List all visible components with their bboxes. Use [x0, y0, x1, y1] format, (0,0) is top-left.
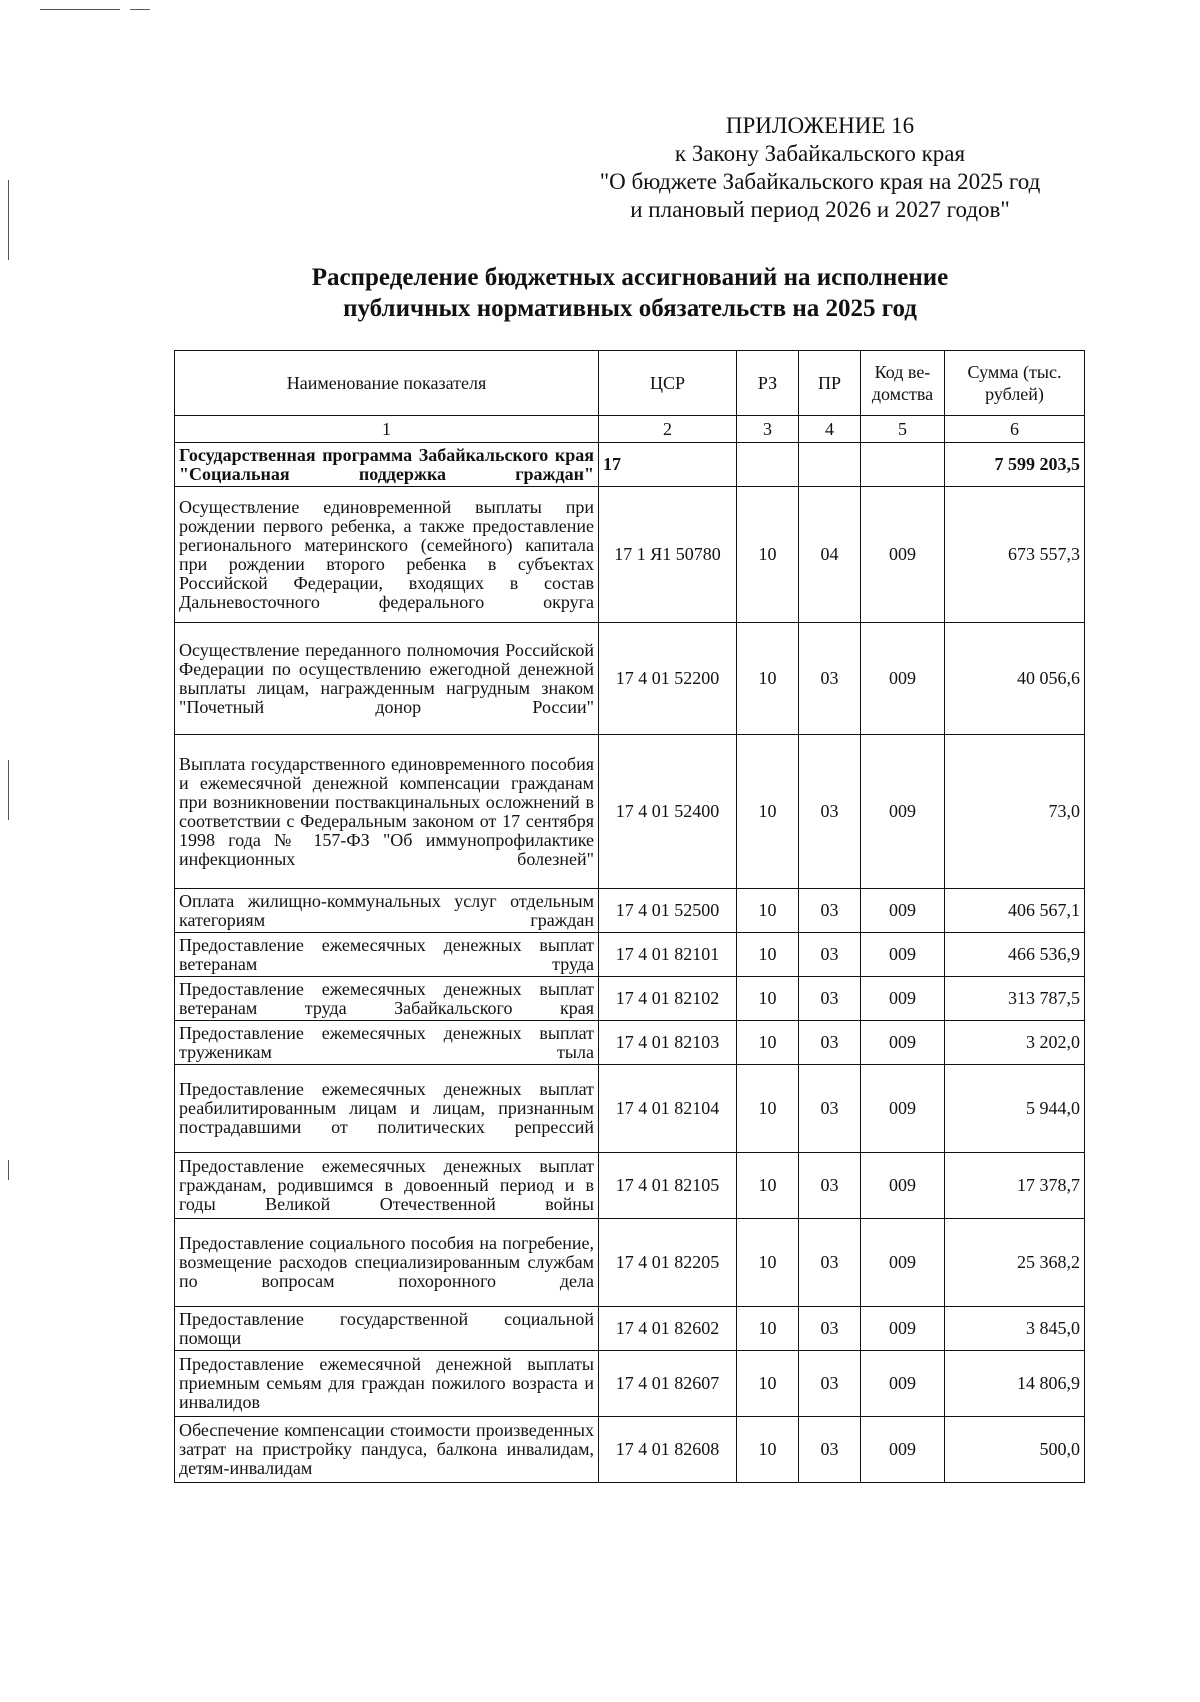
row-pr-cell: 03	[799, 1219, 861, 1307]
document-title	[180, 262, 1080, 324]
index-row	[175, 416, 1085, 443]
table-row	[175, 1021, 1085, 1065]
row-rz-cell: 10	[737, 889, 799, 933]
row-pr-cell: 03	[799, 1153, 861, 1219]
row-rz-cell: 10	[737, 1307, 799, 1351]
row-csr-cell: 17 4 01 82205	[599, 1219, 737, 1307]
row-dept-cell: 009	[861, 623, 945, 735]
table-row	[175, 443, 1085, 487]
row-name-cell: Оплата жилищно-коммунальных услуг отдельным категориям граждан	[175, 889, 599, 933]
row-csr-cell: 17 4 01 52500	[599, 889, 737, 933]
index-cell: 3	[737, 416, 799, 443]
row-name-cell: Осуществление переданного полномочия Российской Федерации по осуществлению ежегодной денежной выплаты лицам, награжденным нагрудным знаком "Почетный донор России"	[175, 623, 599, 735]
row-rz-cell: 10	[737, 1021, 799, 1065]
row-pr-cell: 03	[799, 889, 861, 933]
header-dept: Код ве-домства	[861, 351, 945, 416]
row-name-cell: Обеспечение компенсации стоимости произведенных затрат на пристройку пандуса, балкона инвалидам, детям-инвалидам	[175, 1417, 599, 1483]
row-csr-cell: 17 4 01 82608	[599, 1417, 737, 1483]
row-rz-cell: 10	[737, 977, 799, 1021]
row-sum-cell: 673 557,3	[945, 487, 1085, 623]
row-csr-cell: 17 4 01 82105	[599, 1153, 737, 1219]
row-dept-cell: 009	[861, 487, 945, 623]
row-sum-cell: 14 806,9	[945, 1351, 1085, 1417]
row-sum-cell: 406 567,1	[945, 889, 1085, 933]
annex-header	[560, 112, 1080, 224]
header-name: Наименование показателя	[175, 351, 599, 416]
row-dept-cell: 009	[861, 1417, 945, 1483]
index-cell: 6	[945, 416, 1085, 443]
row-csr-cell: 17 4 01 82102	[599, 977, 737, 1021]
row-pr-cell: 03	[799, 977, 861, 1021]
row-sum-cell: 25 368,2	[945, 1219, 1085, 1307]
row-rz-cell	[737, 443, 799, 487]
index-cell: 1	[175, 416, 599, 443]
row-sum-cell: 466 536,9	[945, 933, 1085, 977]
row-pr-cell: 03	[799, 1065, 861, 1153]
scan-mark-top-2	[130, 9, 150, 10]
table-row	[175, 1219, 1085, 1307]
row-sum-cell: 500,0	[945, 1417, 1085, 1483]
scan-mark-left-2	[8, 760, 9, 820]
header-csr: ЦСР	[599, 351, 737, 416]
scan-mark-top	[40, 9, 120, 10]
table-row	[175, 1351, 1085, 1417]
annex-law-ref: к Закону Забайкальского края	[674, 141, 966, 166]
row-rz-cell: 10	[737, 1417, 799, 1483]
row-name-cell: Выплата государственного единовременного пособия и ежемесячной денежной компенсации гражданам при возникновении поствакцинальных осложнений в соответствии с Федеральным законом от 17 сентября 1998 года № 157-ФЗ "Об иммунопрофилактике инфекционных болезней"	[175, 735, 599, 889]
annex-law-title-1: "О бюджете Забайкальского края на 2025 год	[599, 169, 1041, 194]
row-dept-cell: 009	[861, 1351, 945, 1417]
row-dept-cell	[861, 443, 945, 487]
table-row	[175, 735, 1085, 889]
row-name-cell: Осуществление единовременной выплаты при рождении первого ребенка, а также предоставление регионального материнского (семейного) капитала при рождении второго ребенка в субъектах Российской Федерации, входящих в состав Дальневосточного федерального округа	[175, 487, 599, 623]
row-dept-cell: 009	[861, 933, 945, 977]
row-csr-cell: 17 4 01 82607	[599, 1351, 737, 1417]
annex-number: ПРИЛОЖЕНИЕ 16	[725, 113, 915, 138]
header-row	[175, 351, 1085, 416]
row-csr-cell: 17 4 01 82103	[599, 1021, 737, 1065]
row-rz-cell: 10	[737, 1153, 799, 1219]
row-rz-cell: 10	[737, 933, 799, 977]
row-pr-cell: 03	[799, 735, 861, 889]
row-name-cell: Предоставление ежемесячных денежных выплат гражданам, родившимся в довоенный период и в годы Великой Отечественной войны	[175, 1153, 599, 1219]
row-pr-cell: 03	[799, 1307, 861, 1351]
row-dept-cell: 009	[861, 1307, 945, 1351]
index-cell: 5	[861, 416, 945, 443]
row-name-cell: Предоставление социального пособия на погребение, возмещение расходов специализированным службам по вопросам похоронного дела	[175, 1219, 599, 1307]
row-sum-cell: 73,0	[945, 735, 1085, 889]
table-row	[175, 1065, 1085, 1153]
row-sum-cell: 3 202,0	[945, 1021, 1085, 1065]
row-name-cell: Предоставление ежемесячных денежных выплат ветеранам труда	[175, 933, 599, 977]
row-name-cell: Предоставление ежемесячной денежной выплаты приемным семьям для граждан пожилого возраста и инвалидов	[175, 1351, 599, 1417]
row-dept-cell: 009	[861, 1021, 945, 1065]
title-line-1: Распределение бюджетных ассигнований на исполнение	[311, 264, 949, 291]
row-sum-cell: 7 599 203,5	[945, 443, 1085, 487]
index-cell: 4	[799, 416, 861, 443]
row-csr-cell: 17 4 01 82602	[599, 1307, 737, 1351]
row-name-cell: Государственная программа Забайкальского края "Социальная поддержка граждан"	[175, 443, 599, 487]
row-rz-cell: 10	[737, 1351, 799, 1417]
header-rz: РЗ	[737, 351, 799, 416]
row-pr-cell: 04	[799, 487, 861, 623]
row-sum-cell: 3 845,0	[945, 1307, 1085, 1351]
scan-mark-left	[8, 180, 9, 260]
table-row	[175, 1153, 1085, 1219]
row-dept-cell: 009	[861, 889, 945, 933]
row-pr-cell: 03	[799, 1021, 861, 1065]
row-name-cell: Предоставление ежемесячных денежных выплат реабилитированным лицам и лицам, признанным пострадавшими от политических репрессий	[175, 1065, 599, 1153]
table-body	[175, 443, 1085, 1483]
table-row	[175, 623, 1085, 735]
row-sum-cell: 5 944,0	[945, 1065, 1085, 1153]
row-dept-cell: 009	[861, 735, 945, 889]
row-csr-cell: 17	[599, 443, 737, 487]
row-name-cell: Предоставление ежемесячных денежных выплат ветеранам труда Забайкальского края	[175, 977, 599, 1021]
row-pr-cell: 03	[799, 1351, 861, 1417]
budget-table	[174, 350, 1085, 1483]
row-rz-cell: 10	[737, 735, 799, 889]
table-row	[175, 1417, 1085, 1483]
row-rz-cell: 10	[737, 623, 799, 735]
row-csr-cell: 17 4 01 52200	[599, 623, 737, 735]
row-pr-cell: 03	[799, 1417, 861, 1483]
table-row	[175, 1307, 1085, 1351]
row-rz-cell: 10	[737, 1065, 799, 1153]
annex-law-title-2: и плановый период 2026 и 2027 годов"	[630, 197, 1010, 222]
scan-mark-left-3	[8, 1160, 9, 1180]
row-sum-cell: 17 378,7	[945, 1153, 1085, 1219]
row-csr-cell: 17 4 01 82104	[599, 1065, 737, 1153]
row-pr-cell	[799, 443, 861, 487]
row-dept-cell: 009	[861, 1065, 945, 1153]
row-sum-cell: 313 787,5	[945, 977, 1085, 1021]
row-name-cell: Предоставление ежемесячных денежных выплат труженикам тыла	[175, 1021, 599, 1065]
row-csr-cell: 17 1 Я1 50780	[599, 487, 737, 623]
title-line-2: публичных нормативных обязательств на 2025 год	[343, 295, 917, 322]
row-pr-cell: 03	[799, 933, 861, 977]
table-row	[175, 889, 1085, 933]
header-sum: Сумма (тыс. рублей)	[945, 351, 1085, 416]
row-rz-cell: 10	[737, 487, 799, 623]
row-rz-cell: 10	[737, 1219, 799, 1307]
row-dept-cell: 009	[861, 1219, 945, 1307]
row-pr-cell: 03	[799, 623, 861, 735]
header-pr: ПР	[799, 351, 861, 416]
row-csr-cell: 17 4 01 52400	[599, 735, 737, 889]
row-dept-cell: 009	[861, 1153, 945, 1219]
row-sum-cell: 40 056,6	[945, 623, 1085, 735]
table-row	[175, 977, 1085, 1021]
row-name-cell: Предоставление государственной социальной помощи	[175, 1307, 599, 1351]
table-row	[175, 933, 1085, 977]
index-cell: 2	[599, 416, 737, 443]
row-dept-cell: 009	[861, 977, 945, 1021]
table-row	[175, 487, 1085, 623]
row-csr-cell: 17 4 01 82101	[599, 933, 737, 977]
